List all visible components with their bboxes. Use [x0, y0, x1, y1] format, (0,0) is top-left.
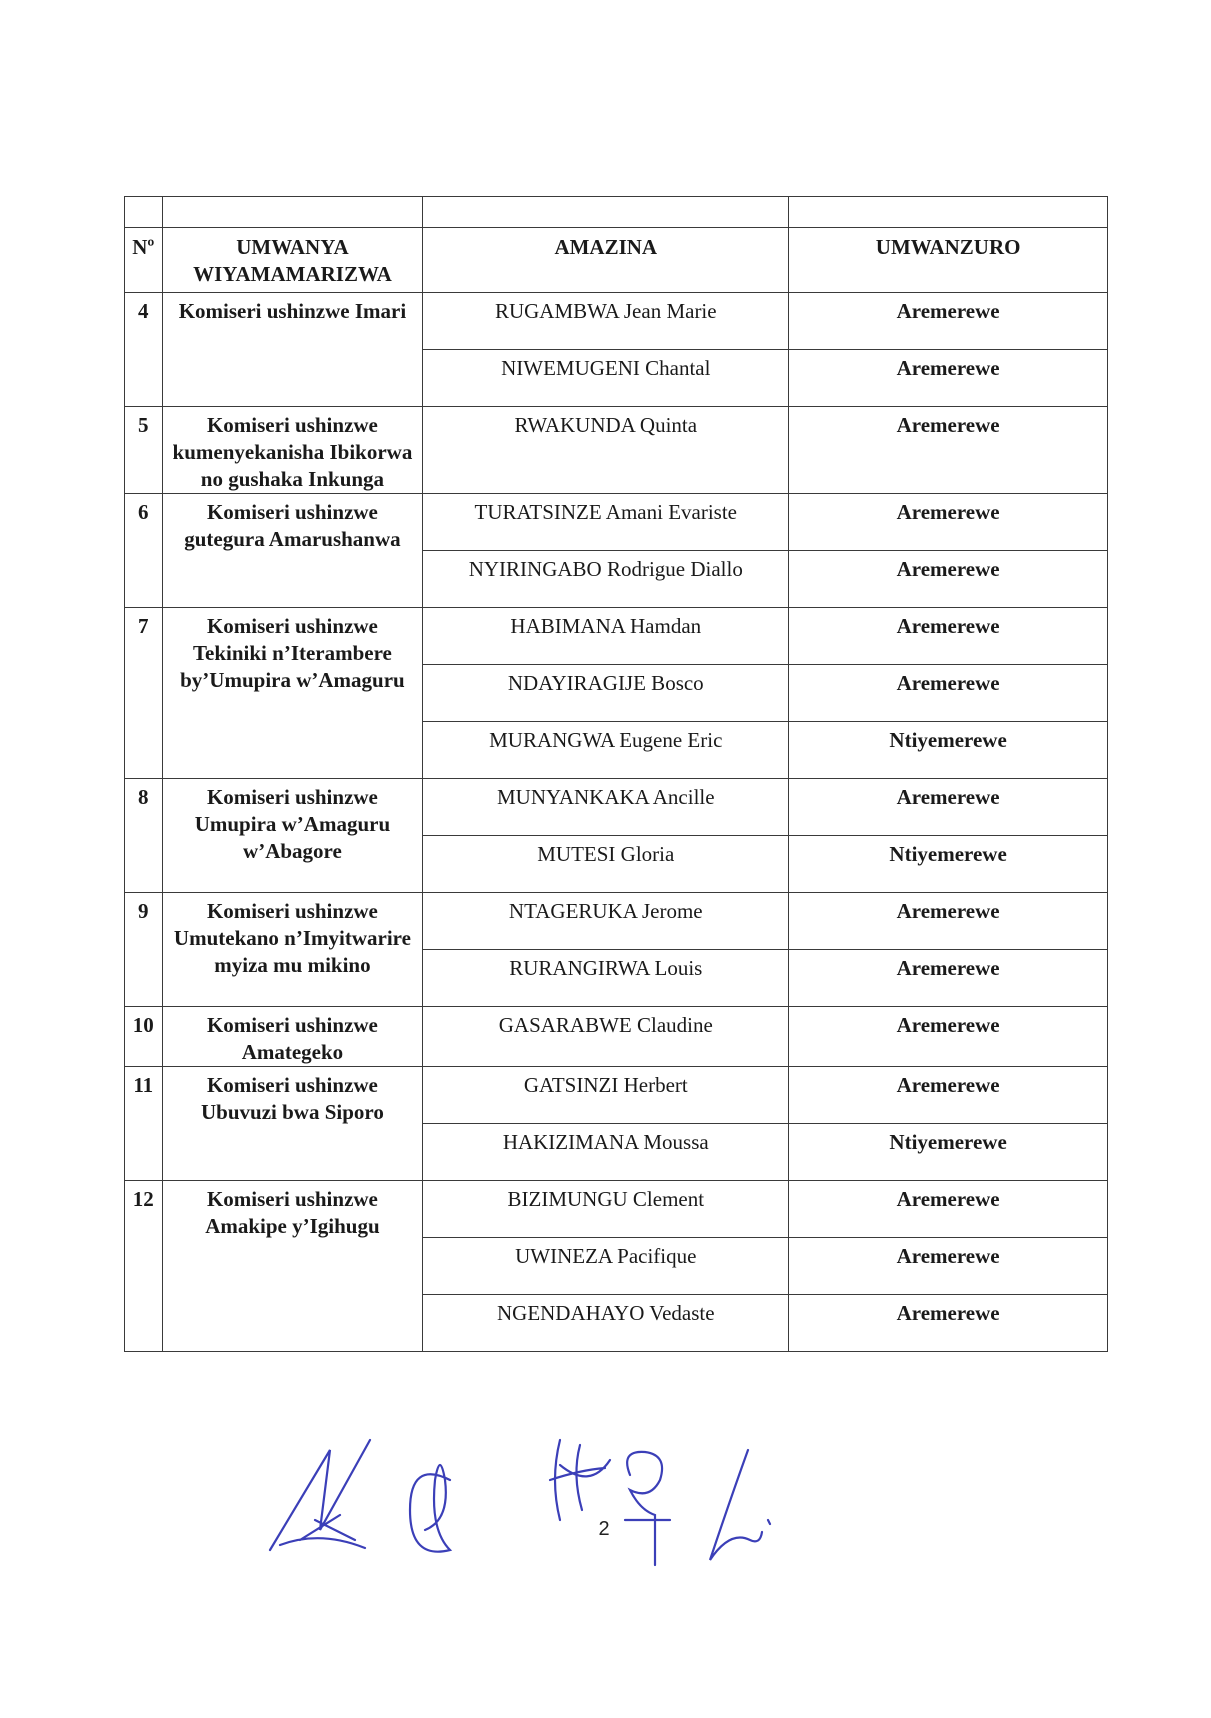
header-num: Nº: [125, 228, 163, 293]
table-row: [125, 1067, 1108, 1124]
row-number: 9: [125, 893, 163, 1007]
decision: Aremerewe: [789, 1181, 1108, 1238]
candidate-name: HABIMANA Hamdan: [423, 608, 789, 665]
blank-cell: [125, 197, 163, 228]
candidate-name: HAKIZIMANA Moussa: [423, 1124, 789, 1181]
decision: Aremerewe: [789, 551, 1108, 608]
position-title: Komiseri ushinzwe Ubuvuzi bwa Siporo: [162, 1067, 423, 1181]
candidate-name: NIWEMUGENI Chantal: [423, 350, 789, 407]
decision: Aremerewe: [789, 407, 1108, 494]
blank-cell: [789, 197, 1108, 228]
candidate-name: GATSINZI Herbert: [423, 1067, 789, 1124]
signature-strokes: [270, 1440, 770, 1565]
header-names: AMAZINA: [423, 228, 789, 293]
row-number: 6: [125, 494, 163, 608]
position-title: Komiseri ushinzwe Umutekano n’Imyitwarire myiza mu mikino: [162, 893, 423, 1007]
decision: Ntiyemerewe: [789, 1124, 1108, 1181]
decision: Aremerewe: [789, 779, 1108, 836]
table-row: [125, 608, 1108, 665]
table-row: [125, 1007, 1108, 1067]
decision: Ntiyemerewe: [789, 836, 1108, 893]
candidate-name: BIZIMUNGU Clement: [423, 1181, 789, 1238]
decision: Aremerewe: [789, 608, 1108, 665]
decision: Aremerewe: [789, 950, 1108, 1007]
candidate-name: NDAYIRAGIJE Bosco: [423, 665, 789, 722]
row-number: 11: [125, 1067, 163, 1181]
table-row: [125, 1181, 1108, 1238]
position-title: Komiseri ushinzwe gutegura Amarushanwa: [162, 494, 423, 608]
signatures: [260, 1420, 860, 1570]
row-number: 12: [125, 1181, 163, 1352]
decision: Ntiyemerewe: [789, 722, 1108, 779]
position-title: Komiseri ushinzwe Amategeko: [162, 1007, 423, 1067]
candidate-name: RWAKUNDA Quinta: [423, 407, 789, 494]
blank-header-row: [125, 197, 1108, 228]
candidate-name: MUTESI Gloria: [423, 836, 789, 893]
candidate-name: MUNYANKAKA Ancille: [423, 779, 789, 836]
decision: Aremerewe: [789, 350, 1108, 407]
candidate-name: NYIRINGABO Rodrigue Diallo: [423, 551, 789, 608]
table-row: [125, 407, 1108, 494]
candidate-name: NGENDAHAYO Vedaste: [423, 1295, 789, 1352]
decision: Aremerewe: [789, 1067, 1108, 1124]
decision: Aremerewe: [789, 494, 1108, 551]
decision: Aremerewe: [789, 293, 1108, 350]
table-row: [125, 893, 1108, 950]
position-title: Komiseri ushinzwe Tekiniki n’Iterambere by’Umupira w’Amaguru: [162, 608, 423, 779]
header-row: [125, 228, 1108, 293]
table-row: [125, 494, 1108, 551]
signature-2: [410, 1465, 450, 1552]
signature-5: [710, 1450, 770, 1560]
decision: Aremerewe: [789, 893, 1108, 950]
candidate-name: GASARABWE Claudine: [423, 1007, 789, 1067]
decision: Aremerewe: [789, 1238, 1108, 1295]
candidate-name: RUGAMBWA Jean Marie: [423, 293, 789, 350]
candidate-name: TURATSINZE Amani Evariste: [423, 494, 789, 551]
decision: Aremerewe: [789, 1007, 1108, 1067]
results-table: [124, 196, 1108, 1352]
candidate-name: RURANGIRWA Louis: [423, 950, 789, 1007]
signature-4: [625, 1452, 670, 1565]
row-number: 5: [125, 407, 163, 494]
position-title: Komiseri ushinzwe kumenyekanisha Ibikorwa no gushaka Inkunga: [162, 407, 423, 494]
position-title: Komiseri ushinzwe Umupira w’Amaguru w’Abagore: [162, 779, 423, 893]
table-row: [125, 779, 1108, 836]
header-position: UMWANYA WIYAMAMARIZWA: [162, 228, 423, 293]
row-number: 10: [125, 1007, 163, 1067]
decision: Aremerewe: [789, 1295, 1108, 1352]
row-number: 4: [125, 293, 163, 407]
blank-cell: [423, 197, 789, 228]
candidate-name: UWINEZA Pacifique: [423, 1238, 789, 1295]
header-result: UMWANZURO: [789, 228, 1108, 293]
candidate-name: NTAGERUKA Jerome: [423, 893, 789, 950]
signature-1: [270, 1440, 370, 1550]
page-number: 2: [598, 1518, 610, 1540]
candidate-name: MURANGWA Eugene Eric: [423, 722, 789, 779]
row-number: 8: [125, 779, 163, 893]
decision: Aremerewe: [789, 665, 1108, 722]
signature-3: [550, 1440, 610, 1520]
table-row: [125, 293, 1108, 350]
position-title: Komiseri ushinzwe Amakipe y’Igihugu: [162, 1181, 423, 1352]
position-title: Komiseri ushinzwe Imari: [162, 293, 423, 407]
blank-cell: [162, 197, 423, 228]
row-number: 7: [125, 608, 163, 779]
